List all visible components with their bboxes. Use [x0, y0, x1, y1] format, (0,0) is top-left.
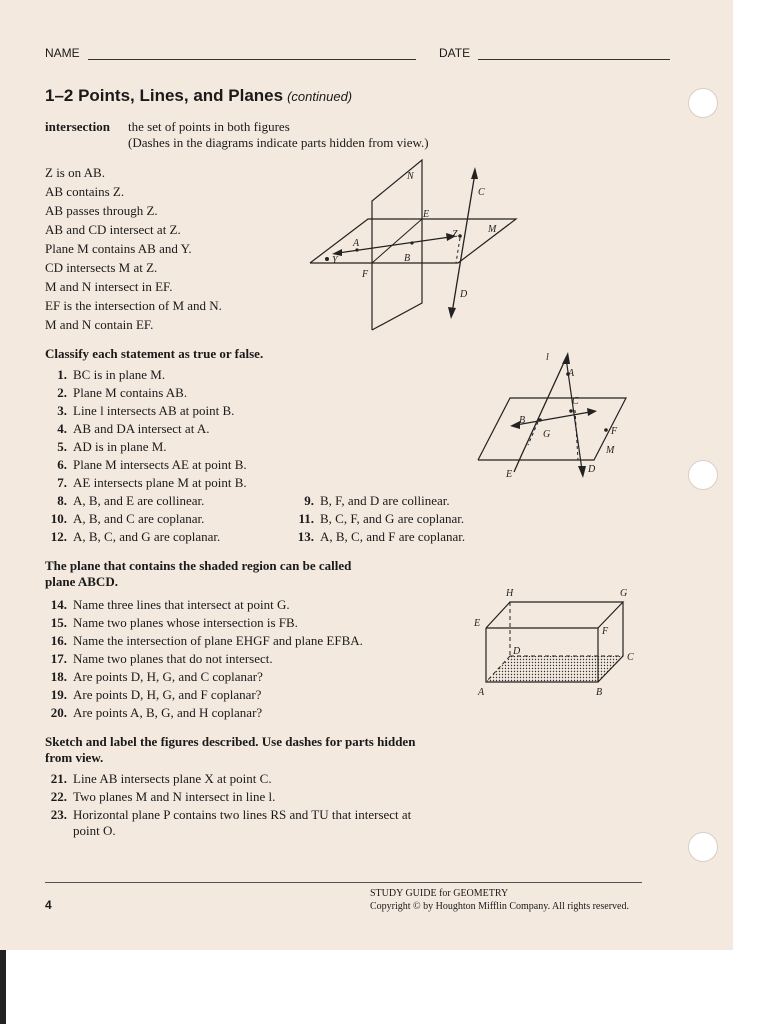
label-e: E [474, 618, 481, 629]
fact-3: AB passes through Z. [45, 203, 158, 218]
question-5: 5. AD is in plane M. [57, 439, 167, 454]
label-b: B [404, 253, 411, 264]
label-c: C [572, 396, 579, 407]
figure-intersecting-planes [300, 155, 530, 335]
definition-term: intersection [45, 119, 110, 134]
question-11: 11. B, C, F, and G are coplanar. [298, 511, 465, 526]
label-d: D [513, 646, 521, 657]
label-z: Z [452, 229, 458, 240]
question-12: 12. A, B, C, and G are coplanar. [50, 529, 221, 544]
question-13: 13. A, B, C, and F are coplanar. [297, 529, 466, 544]
name-label: NAME [45, 46, 80, 60]
footer-rule [45, 882, 642, 883]
page-number: 4 [45, 898, 52, 912]
top-face [486, 602, 623, 628]
label-n: N [407, 171, 414, 182]
label-c: C [627, 652, 634, 663]
name-field-line[interactable] [88, 59, 416, 60]
page-shadow [0, 950, 6, 1024]
question-6: 6. Plane M intersects AE at point B. [57, 457, 247, 472]
fact-5: Plane M contains AB and Y. [45, 241, 192, 256]
question-17: 17. Name two planes that do not intersect. [50, 651, 273, 666]
question-16: 16. Name the intersection of plane EHGF and plane EFBA. [50, 633, 363, 648]
label-a: A [353, 238, 360, 249]
plane-m-outline [478, 398, 626, 460]
footer-study-guide: STUDY GUIDE for GEOMETRY [370, 888, 509, 899]
date-label: DATE [439, 46, 471, 60]
line-ef [372, 219, 422, 263]
page-margin-right [733, 0, 768, 1024]
label-b: B [519, 415, 526, 426]
figure-rectangular-box [468, 586, 643, 698]
definition-text: the set of points in both figures [128, 119, 290, 134]
question-2: 2. Plane M contains AB. [57, 385, 188, 400]
figure-plane-m-line-l [470, 350, 635, 485]
question-1: 1. BC is in plane M. [57, 367, 166, 382]
question-4: 4. AB and DA intersect at A. [57, 421, 210, 436]
section3-heading-line1: Sketch and label the figures described. Use dashes for parts hidden [45, 734, 416, 749]
question-19: 19. Are points D, H, G, and F coplanar? [50, 687, 262, 702]
fact-4: AB and CD intersect at Z. [45, 222, 181, 237]
label-e: E [423, 209, 430, 220]
question-10: 10. A, B, and C are coplanar. [50, 511, 205, 526]
fact-9: M and N contain EF. [45, 317, 154, 332]
label-l: l [546, 352, 549, 363]
label-f: F [602, 626, 609, 637]
fact-7: M and N intersect in EF. [45, 279, 173, 294]
label-a: A [568, 368, 575, 379]
fact-6: CD intersects M at Z. [45, 260, 158, 275]
question-15: 15. Name two planes whose intersection is FB. [50, 615, 298, 630]
question-21: 21. Line AB intersects plane X at point C. [50, 771, 272, 786]
page-title: 1–2 Points, Lines, and Planes (continued) [45, 86, 353, 105]
question-14: 14. Name three lines that intersect at point G. [50, 597, 290, 612]
plane-m-outline [310, 219, 516, 263]
fact-2: AB contains Z. [45, 184, 125, 199]
binder-hole-bottom [688, 832, 718, 862]
label-c: C [478, 187, 485, 198]
question-9: 9. B, F, and D are collinear. [304, 493, 450, 508]
line-bc [516, 412, 590, 425]
label-g: G [620, 588, 628, 599]
label-m: M [488, 224, 497, 235]
label-f: F [611, 426, 618, 437]
binder-hole-middle [688, 460, 718, 490]
fact-8: EF is the intersection of M and N. [45, 298, 222, 313]
question-23-continued: point O. [73, 823, 116, 838]
label-e: E [506, 469, 513, 480]
label-d: D [460, 289, 468, 300]
label-m: M [606, 445, 615, 456]
section2-heading-line2: plane ABCD. [45, 574, 118, 589]
question-20: 20. Are points A, B, G, and H coplanar? [50, 705, 263, 720]
binder-hole-top [688, 88, 718, 118]
label-g: G [543, 429, 551, 440]
fact-1: Z is on AB. [45, 165, 105, 180]
label-a: A [478, 687, 485, 698]
label-y: Y [332, 255, 338, 266]
definition-note: (Dashes in the diagrams indicate parts hidden from view.) [128, 135, 429, 150]
page-margin-bottom [0, 950, 768, 1024]
section1-heading: Classify each statement as true or false. [45, 346, 264, 361]
section3-heading-line2: from view. [45, 750, 104, 765]
label-f: F [362, 269, 369, 280]
label-h: H [506, 588, 514, 599]
question-22: 22. Two planes M and N intersect in line l. [50, 789, 276, 804]
question-3: 3. Line l intersects AB at point B. [57, 403, 235, 418]
section2-heading-line1: The plane that contains the shaded region can be called [45, 558, 352, 573]
question-18: 18. Are points D, H, G, and C coplanar? [50, 669, 263, 684]
label-d: D [588, 464, 596, 475]
question-8: 8. A, B, and E are collinear. [57, 493, 205, 508]
label-b: B [596, 687, 603, 698]
date-field-line[interactable] [478, 59, 670, 60]
question-7: 7. AE intersects plane M at point B. [57, 475, 247, 490]
footer-copyright: Copyright © by Houghton Mifflin Company. All rights reserved. [370, 901, 629, 912]
question-23: 23. Horizontal plane P contains two lines RS and TU that intersect at [50, 807, 412, 822]
